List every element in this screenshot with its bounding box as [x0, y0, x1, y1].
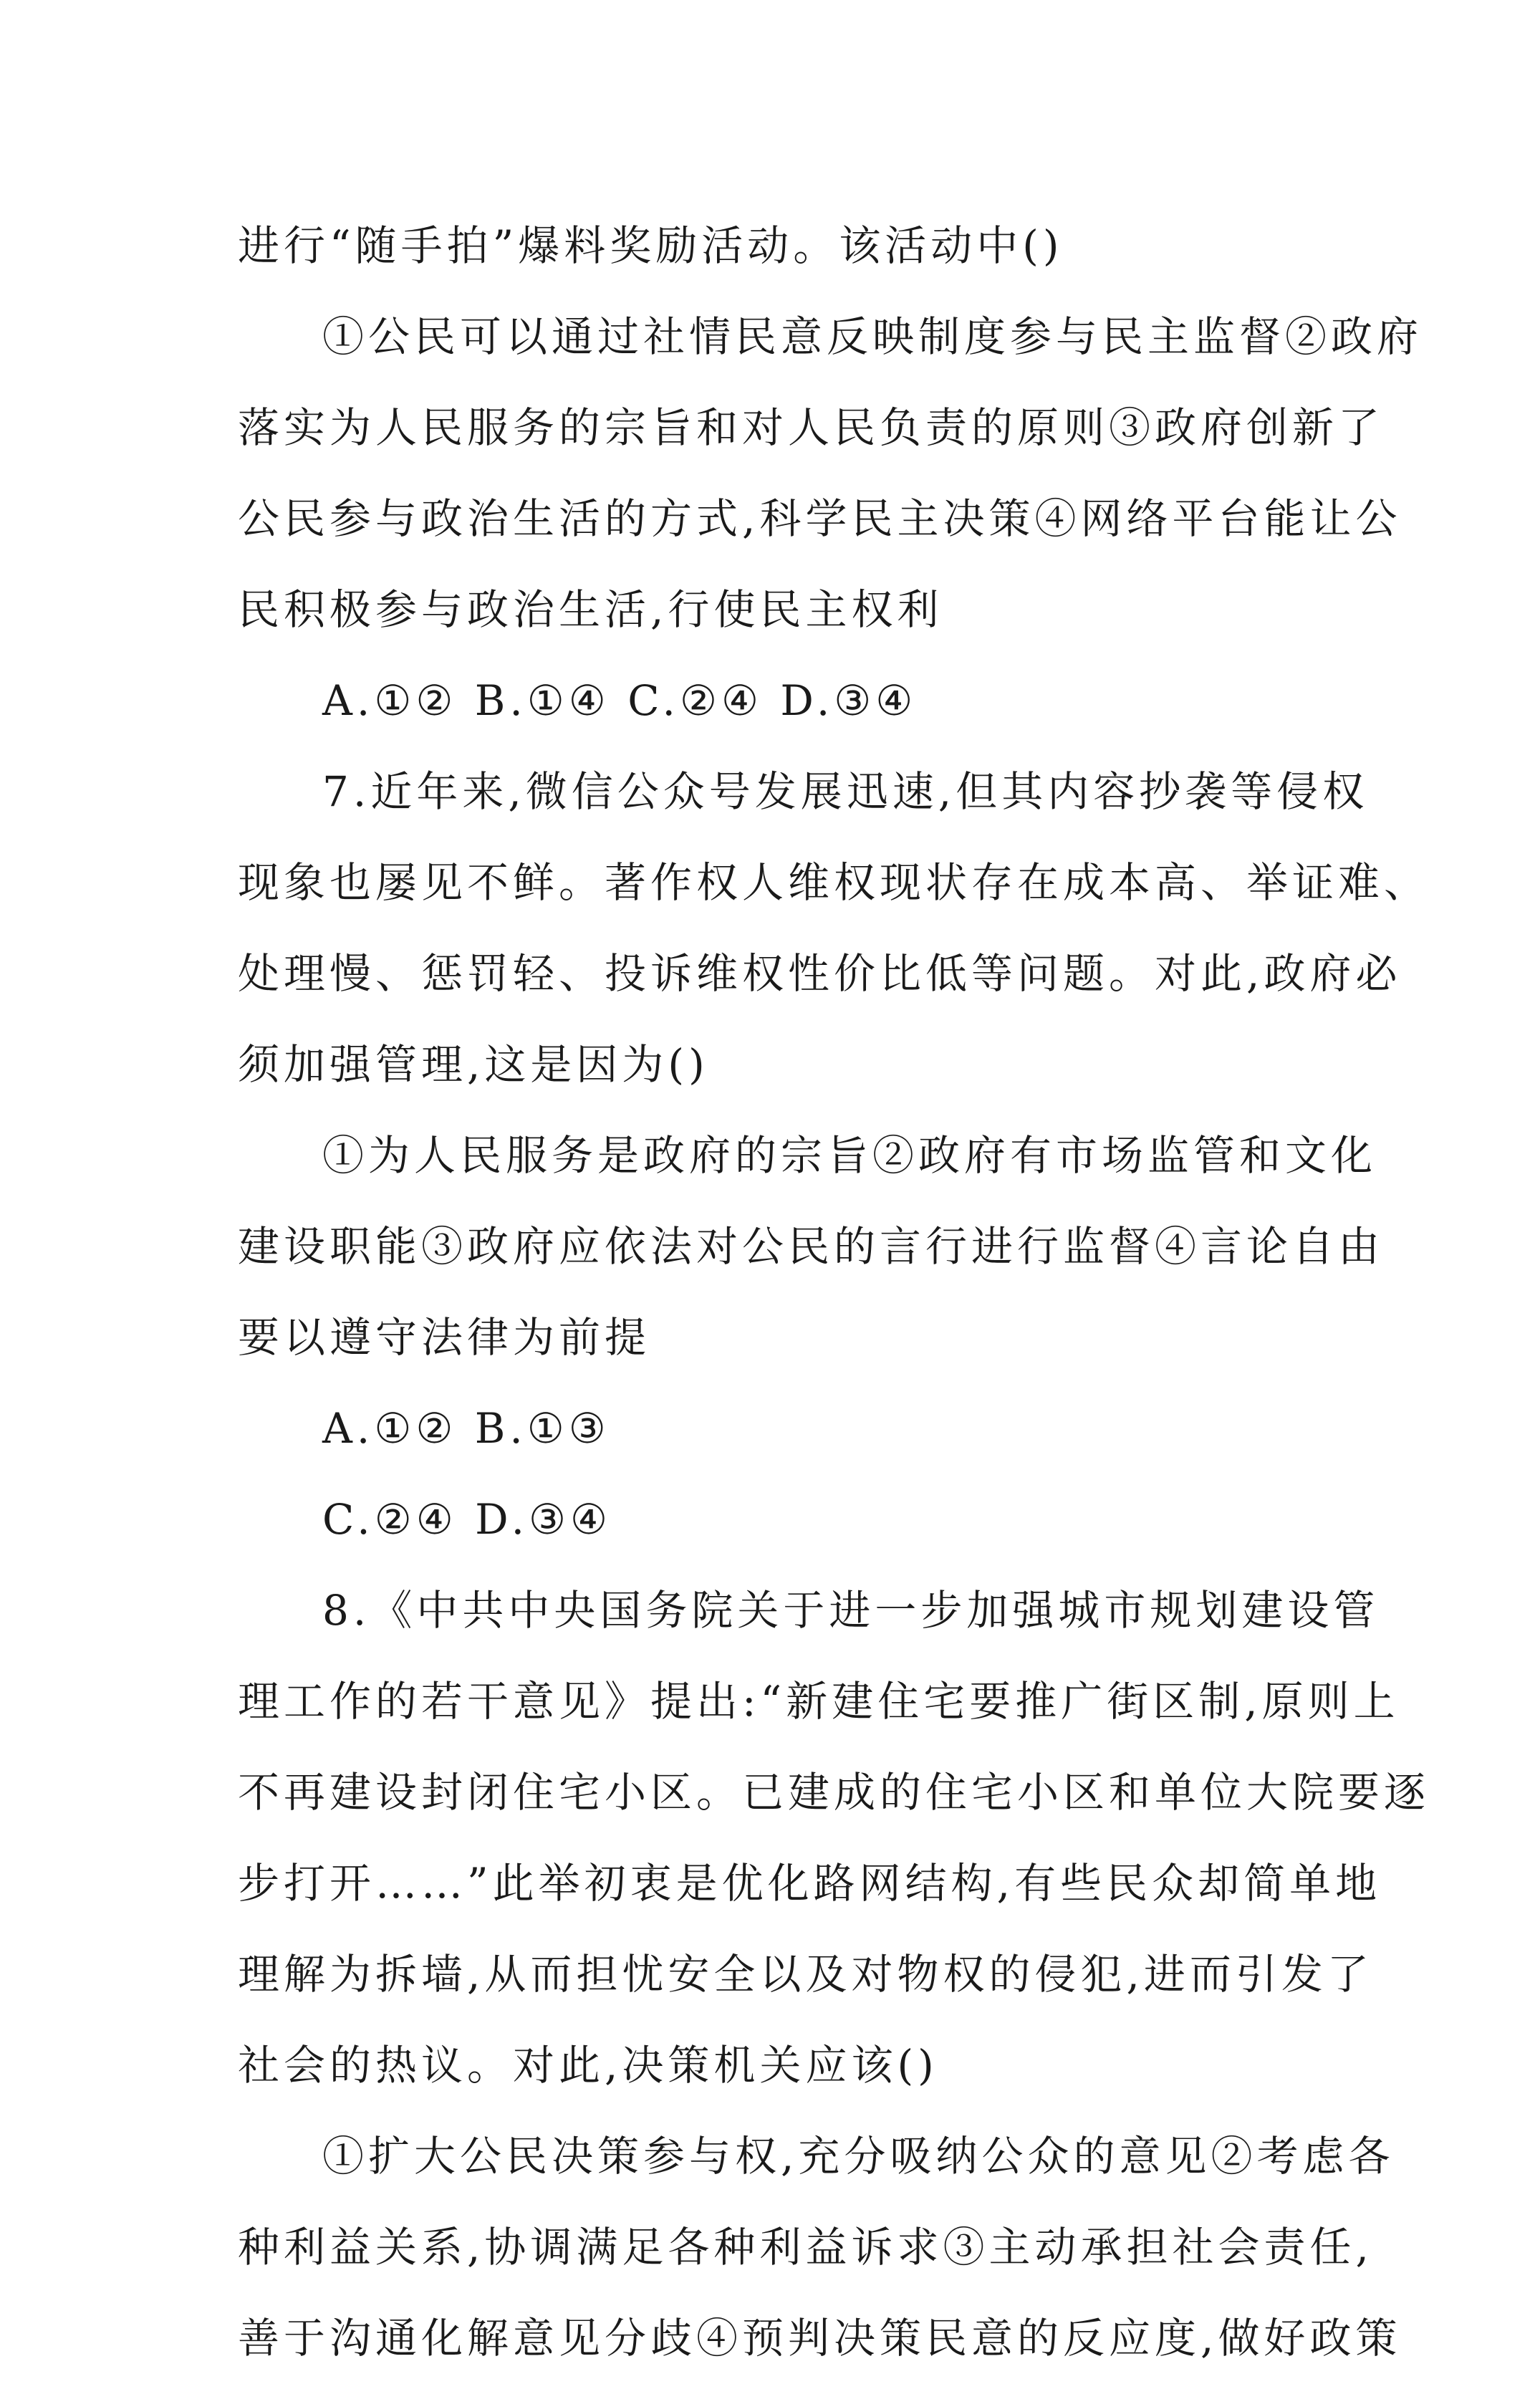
text-line: ①为人民服务是政府的宗旨②政府有市场监管和文化	[322, 1131, 1377, 1180]
answer-options: A.①② B.①④ C.②④ D.③④	[322, 676, 918, 725]
text-line: 要以遵守法律为前提	[238, 1313, 651, 1362]
text-line: 公民参与政治生活的方式,科学民主决策④网络平台能让公	[238, 494, 1402, 543]
text-line: 社会的热议。对此,决策机关应该()	[238, 2041, 938, 2090]
question-text-block	[238, 201, 1430, 2384]
text-line: 落实为人民服务的宗旨和对人民负责的原则③政府创新了	[238, 403, 1385, 452]
text-line: 理工作的若干意见》提出:“新建住宅要推广街区制,原则上	[238, 1677, 1400, 1726]
text-line: 建设职能③政府应依法对公民的言行进行监督④言论自由	[238, 1222, 1385, 1271]
text-line: 处理慢、惩罚轻、投诉维权性价比低等问题。对此,政府必	[238, 949, 1402, 998]
text-line: 善于沟通化解意见分歧④预判决策民意的反应度,做好政策	[238, 2314, 1402, 2363]
question-7-stem: 7.近年来,微信公众号发展迅速,但其内容抄袭等侵权	[322, 767, 1369, 816]
text-line: 不再建设封闭住宅小区。已建成的住宅小区和单位大院要逐	[238, 1768, 1430, 1817]
answer-options: A.①② B.①③	[322, 1404, 610, 1453]
text-line: 进行“随手拍”爆料奖励活动。该活动中()	[238, 221, 1064, 270]
question-8-stem: 8.《中共中央国务院关于进一步加强城市规划建设管	[322, 1586, 1380, 1635]
text-line: 种利益关系,协调满足各种利益诉求③主动承担社会责任,	[238, 2223, 1373, 2272]
text-line: 现象也屡见不鲜。著作权人维权现状存在成本高、举证难、	[238, 858, 1430, 907]
text-line: 理解为拆墙,从而担忧安全以及对物权的侵犯,进而引发了	[238, 1950, 1373, 1999]
text-line: ①公民可以通过社情民意反映制度参与民主监督②政府	[322, 312, 1423, 361]
answer-options: C.②④ D.③④	[322, 1495, 612, 1544]
text-line: 须加强管理,这是因为()	[238, 1040, 709, 1089]
text-line: 民积极参与政治生活,行使民主权利	[238, 585, 943, 634]
text-line: ①扩大公民决策参与权,充分吸纳公众的意见②考虑各	[322, 2132, 1395, 2181]
text-line: 步打开……”此举初衷是优化路网结构,有些民众却简单地	[238, 1859, 1382, 1908]
